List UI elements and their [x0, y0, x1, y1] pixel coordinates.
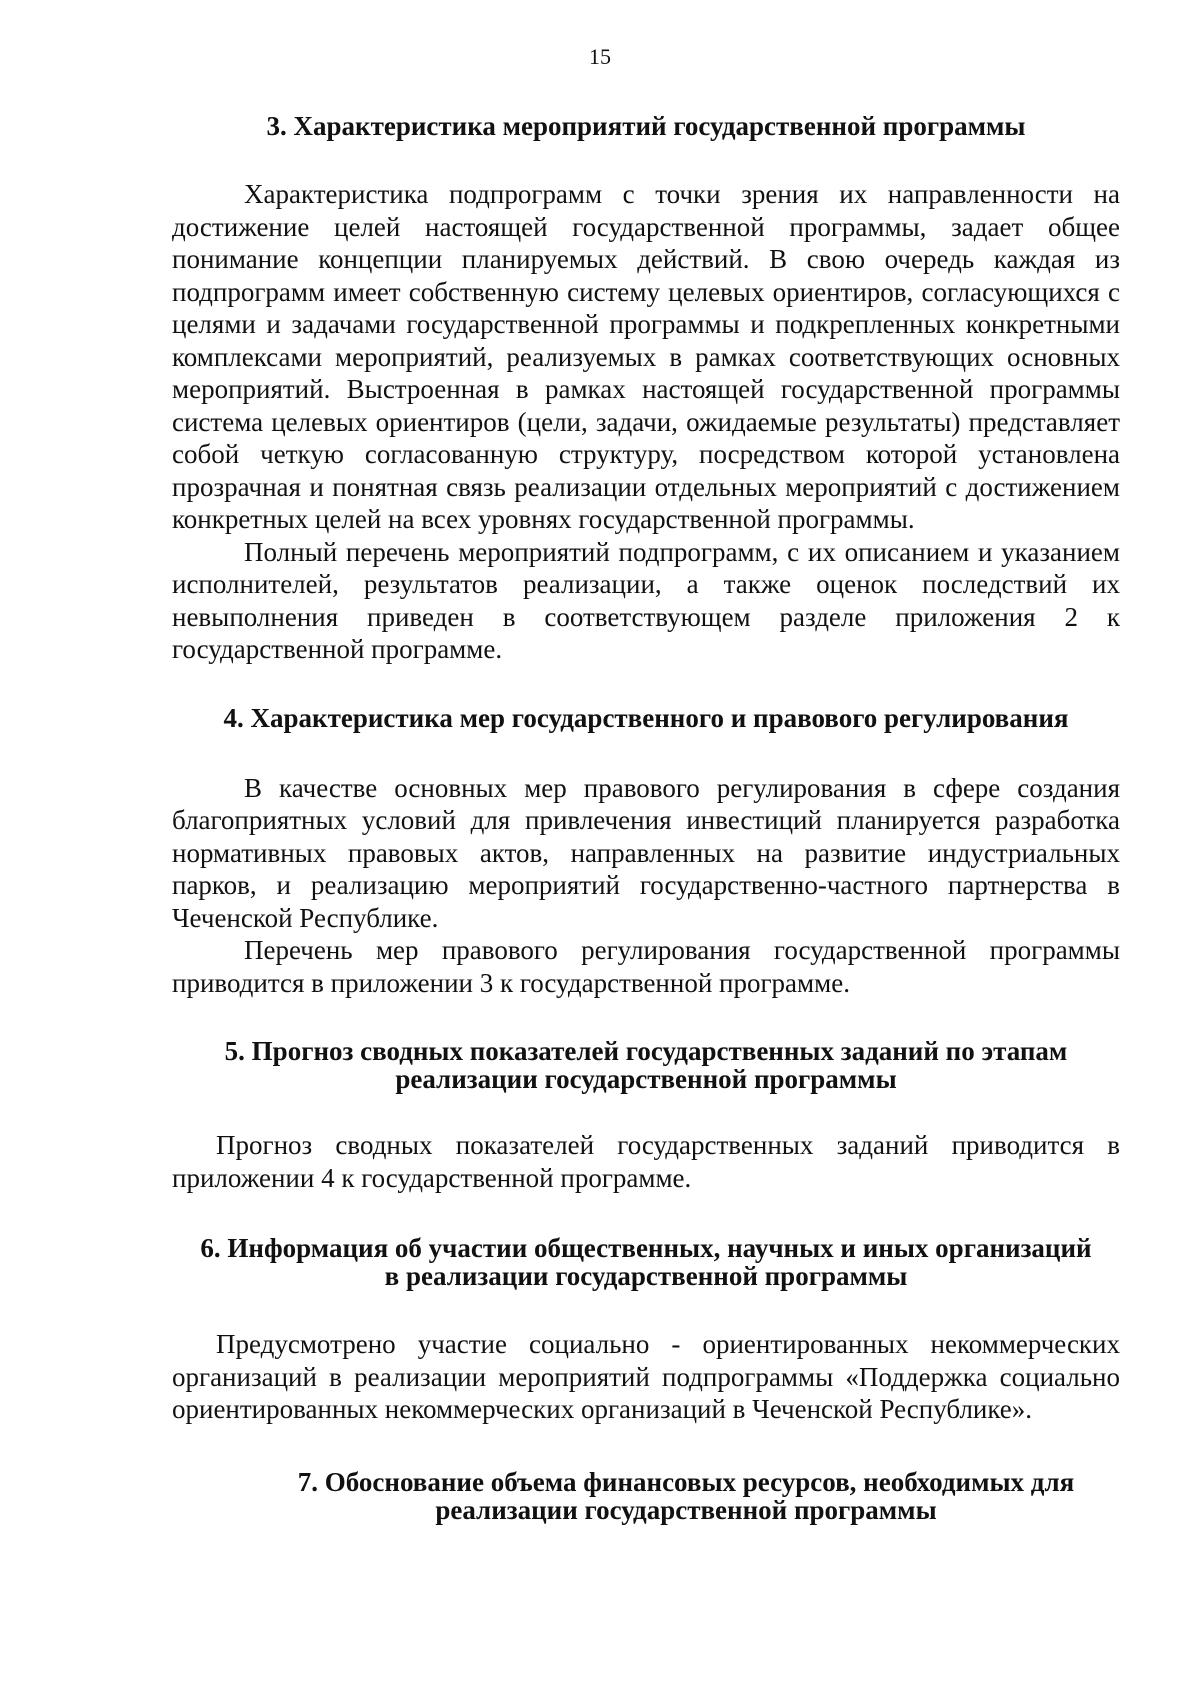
section-6-title-line-2: в реализации государственной программы	[384, 1261, 908, 1291]
section-3-paragraph-1: Характеристика подпрограмм с точки зрения их направленности на достижение целей настоящей государственной программы, задает общее понимание концепции планируемых действий. В свою очередь каждая из подпрограмм имеет собственную систему целевых ориентиров, согласующихся с целями и задачами государственной программы и подкрепленных конкретными комплексами мероприятий, реализуемых в рамках соответствующих основных мероприятий. Выстроенная в рамках настоящей государственной программы система целевых ориентиров (цели, задачи, ожидаемые результаты) представляет собой четкую согласованную структуру, посредством которой установлена прозрачная и понятная связь реализации отдельных мероприятий с достижением конкретных целей на всех уровнях государственной программы.	[172, 179, 1120, 534]
section-3-paragraph-2: Полный перечень мероприятий подпрограмм, с их описанием и указанием исполнителей, результатов реализации, а также оценок последствий их невыполнения приведен в соответствующем разделе приложения 2 к государственной программе.	[172, 536, 1120, 664]
section-4-title-line-1: 4. Характеристика мер государственного и правового регулирования	[223, 702, 1069, 733]
section-6-title	[172, 1234, 1120, 1290]
section-6-paragraph-1: Предусмотрено участие социально - ориентированных некоммерческих организаций в реализации мероприятий подпрограммы «Поддержка социально ориентированных некоммерческих организаций в Чеченской Республике».	[172, 1329, 1120, 1424]
section-4-paragraph-2: Перечень мер правового регулирования государственной программы приводится в приложении 3 к государственной программе.	[172, 935, 1120, 998]
section-3-title	[172, 112, 1120, 140]
section-5-paragraph-1: Прогноз сводных показателей государственных заданий приводится в приложении 4 к государственной программе.	[172, 1130, 1120, 1193]
section-7-title-line-2: реализации государственной программы	[435, 1494, 937, 1525]
document-body	[172, 112, 1120, 1524]
page-number: 15	[589, 44, 611, 69]
section-7-title	[172, 1468, 1120, 1524]
section-5-title	[172, 1037, 1120, 1093]
section-7-title-line-1: 7. Обоснование объема финансовых ресурсов, необходимых для	[297, 1466, 1075, 1497]
section-4-title	[172, 704, 1120, 732]
section-3-title-line-1: 3. Характеристика мероприятий государственной программы	[266, 111, 1026, 141]
section-5-title-line-1: 5. Прогноз сводных показателей государственных заданий по этапам	[224, 1036, 1068, 1066]
section-6-title-line-1: 6. Информация об участии общественных, научных и иных организаций	[200, 1233, 1092, 1263]
section-4-paragraph-1: В качестве основных мер правового регулирования в сфере создания благоприятных условий для привлечения инвестиций планируется разработка нормативных правовых актов, направленных на развитие индустриальных парков, и реализацию мероприятий государственно-частного партнерства в Чеченской Республике.	[172, 772, 1120, 933]
section-5-title-line-2: реализации государственной программы	[395, 1064, 897, 1094]
